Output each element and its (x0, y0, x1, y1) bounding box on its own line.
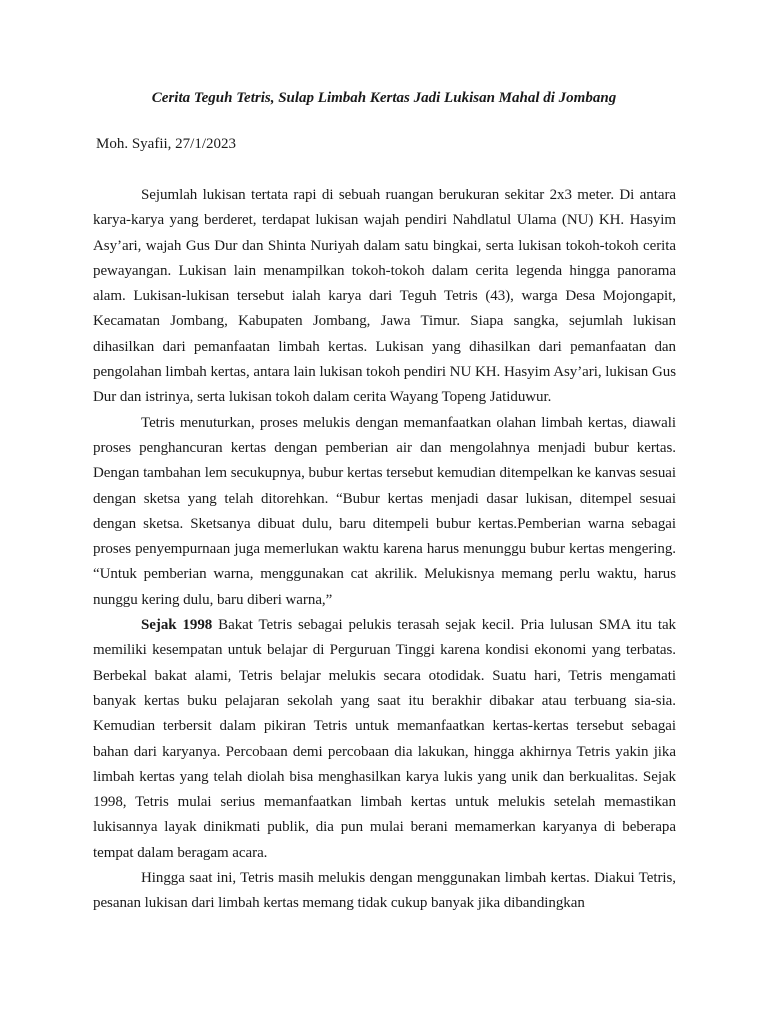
paragraph-text: Sejumlah lukisan tertata rapi di sebuah ruangan berukuran sekitar 2x3 meter. Di antara karya-karya yang berderet, terdapat lukisan wajah pendiri Nahdlatul Ulama (NU) KH. Hasyim Asy’ari, wajah Gus Dur dan Shinta Nuriyah dalam satu bingkai, serta lukisan tokoh-tokoh cerita pewayangan. Lukisan lain menampilkan tokoh-tokoh dalam cerita legenda hingga panorama alam. Lukisan-lukisan tersebut ialah karya dari Teguh Tetris (43), warga Desa Mojongapit, Kecamatan Jombang, Kabupaten Jombang, Jawa Timur. Siapa sangka, sejumlah lukisan dihasilkan dari pemanfaatan limbah kertas. Lukisan yang dihasilkan dari pemanfaatan dan pengolahan limbah kertas, antara lain lukisan tokoh pendiri NU KH. Hasyim Asy’ari, lukisan Gus Dur dan istrinya, serta lukisan tokoh dalam cerita Wayang Topeng Jatiduwur. (93, 187, 676, 406)
paragraph-process (93, 411, 676, 613)
paragraph-text: Hingga saat ini, Tetris masih melukis dengan menggunakan limbah kertas. Diakui Tetris, pesanan lukisan dari limbah kertas memang tidak cukup banyak jika dibandingkan (93, 870, 676, 912)
document-title: Cerita Teguh Tetris, Sulap Limbah Kertas Jadi Lukisan Mahal di Jombang (151, 90, 617, 106)
author-date-line: Moh. Syafii, 27/1/2023 (96, 136, 237, 152)
paragraph-intro (93, 183, 676, 411)
paragraph-text: Tetris menuturkan, proses melukis dengan memanfaatkan olahan limbah kertas, diawali proses penghancuran kertas dengan pemberian air dan mengolahnya menjadi bubur kertas. Dengan tambahan lem secukupnya, bubur kertas tersebut kemudian ditempelkan ke kanvas sesuai dengan sketsa yang telah ditorehkan. “Bubur kertas menjadi dasar lukisan, ditempel sesuai dengan sketsa. Sketsanya dibuat dulu, baru ditempeli bubur kertas.Pemberian warna sebagai proses penyempurnaan juga memerlukan waktu karena harus menunggu bubur kertas mengering. “Untuk pemberian warna, menggunakan cat akrilik. Melukisnya memang perlu waktu, harus nunggu kering dulu, baru diberi warna,” (93, 414, 676, 608)
paragraph-text: Bakat Tetris sebagai pelukis terasah sejak kecil. Pria lulusan SMA itu tak memiliki kesempatan untuk belajar di Perguruan Tinggi karena kondisi ekonomi yang terbatas. Berbekal bakat alami, Tetris belajar melukis secara otodidak. Suatu hari, Tetris mengamati banyak kertas buku pelajaran sekolah yang saat itu berakhir dibakar atau terbuang sia-sia. Kemudian terbersit dalam pikiran Tetris untuk memanfaatkan kertas-kertas tersebut sebagai bahan dari karyanya. Percobaan demi percobaan dia lakukan, hingga akhirnya Tetris yakin jika limbah kertas yang telah diolah bisa menghasilkan karya lukis yang unik dan berkualitas. Sejak 1998, Tetris mulai serius memanfaatkan limbah kertas untuk melukis setelah memastikan lukisannya layak dinikmati publik, dia pun mulai berani memamerkan karyanya di beberapa tempat dalam beragam acara. (93, 617, 677, 861)
section-subheading: Sejak 1998 (141, 617, 213, 634)
paragraph-since-1998 (93, 613, 676, 866)
article-body (93, 183, 676, 917)
paragraph-today (93, 866, 676, 917)
